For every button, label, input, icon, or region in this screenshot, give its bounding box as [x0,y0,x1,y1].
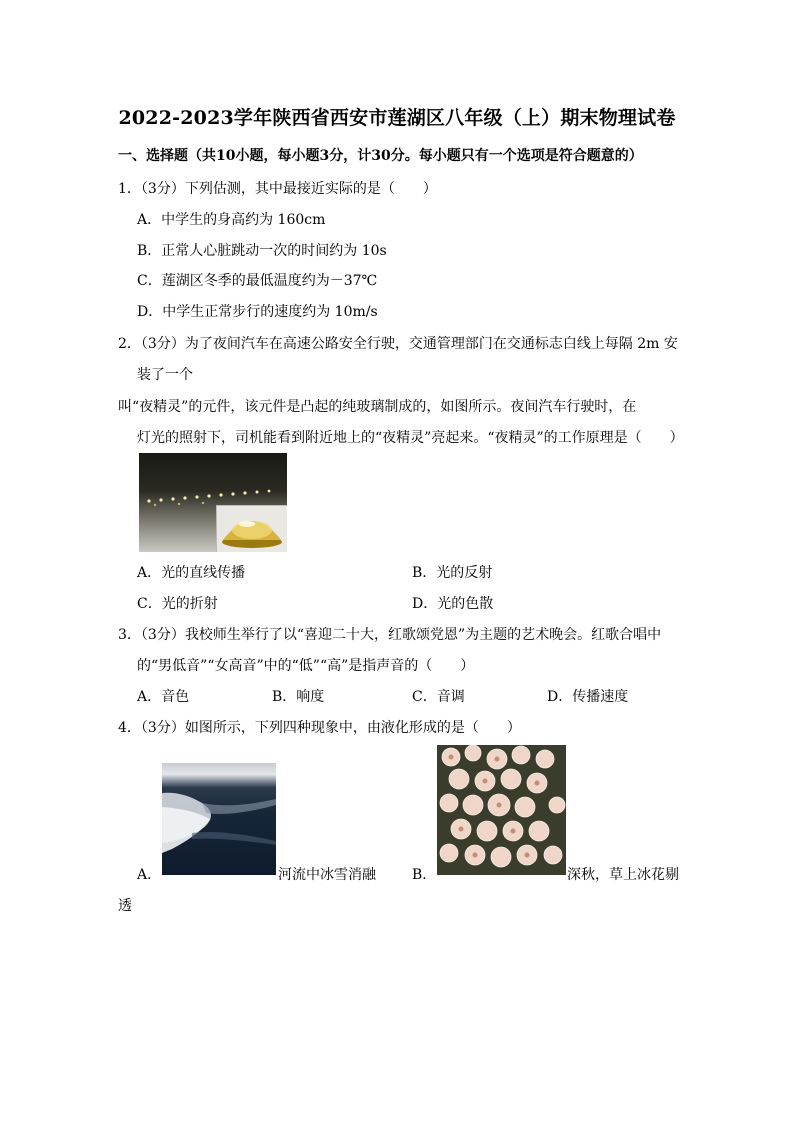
question-1-option-c[interactable]: C．莲湖区冬季的最低温度约为－37℃ [137,273,378,289]
question-2-stem-line-1: 2．（3分）为了夜间汽车在高速公路安全行驶，交通管理部门在交通标志白线上每隔 2m 安 [118,336,678,352]
question-1-stem: 1．（3分）下列估测，其中最接近实际的是（ ） [118,181,437,197]
question-2-stem-line-3: 叫“夜精灵”的元件，该元件是凸起的纯玻璃制成的，如图所示。夜间汽车行驶时，在 [118,399,637,415]
reflector-lens-inset [216,505,287,552]
question-4-option-b-text-continued: 透 [118,898,132,914]
question-2-option-c[interactable]: C．光的折射 [137,596,218,612]
question-3-stem-line-2: 的“男低音”“女高音”中的“低”“高”是指声音的（ ） [137,658,475,674]
question-4-option-a-letter[interactable]: A． [137,867,162,883]
question-2-option-d[interactable]: D．光的色散 [412,596,494,612]
question-3-stem-line-1: 3．（3分）我校师生举行了以“喜迎二十大，红歌颂党恩”为主题的艺术晚会。红歌合唱中 [118,627,662,643]
question-1-option-d[interactable]: D．中学生正常步行的速度约为 10m/s [137,304,378,320]
question-2-option-b[interactable]: B．光的反射 [412,565,493,581]
glass-lens-graphic [217,506,287,552]
question-4-stem: 4．（3分）如图所示，下列四种现象中，由液化形成的是（ ） [118,720,521,736]
question-4-option-b-text: 深秋，草上冰花剔 [567,867,679,883]
road-reflector-photo [139,453,287,552]
question-1-option-a[interactable]: A．中学生的身高约为 160cm [137,212,326,228]
question-3-option-d[interactable]: D．传播速度 [547,689,629,705]
question-3-option-c[interactable]: C．音调 [412,689,465,705]
question-4-option-b-letter[interactable]: B． [412,867,437,883]
river-ice-photo[interactable] [162,763,276,875]
question-3-option-a[interactable]: A．音色 [137,689,190,705]
frost-flower-photo[interactable] [437,745,566,875]
question-1-option-b[interactable]: B．正常人心脏跳动一次的时间约为 10s [137,243,387,259]
question-4-option-a-text: 河流中冰雪消融 [278,867,376,883]
river-ice-graphic [162,763,276,875]
question-2-option-a[interactable]: A．光的直线传播 [137,565,246,581]
frost-flower-graphic [437,745,566,875]
question-2-stem-line-4: 灯光的照射下，司机能看到附近地上的“夜精灵”亮起来。“夜精灵”的工作原理是（ ） [137,430,684,446]
page-title: 2022-2023学年陕西省西安市莲湖区八年级（上）期末物理试卷 [118,107,676,129]
question-2-stem-line-2: 装了一个 [137,367,193,383]
section-heading: 一、选择题（共10小题，每小题3分，计30分。每小题只有一个选项是符合题意的） [118,148,643,164]
question-3-option-b[interactable]: B．响度 [272,689,325,705]
road-lights-graphic [143,487,283,507]
